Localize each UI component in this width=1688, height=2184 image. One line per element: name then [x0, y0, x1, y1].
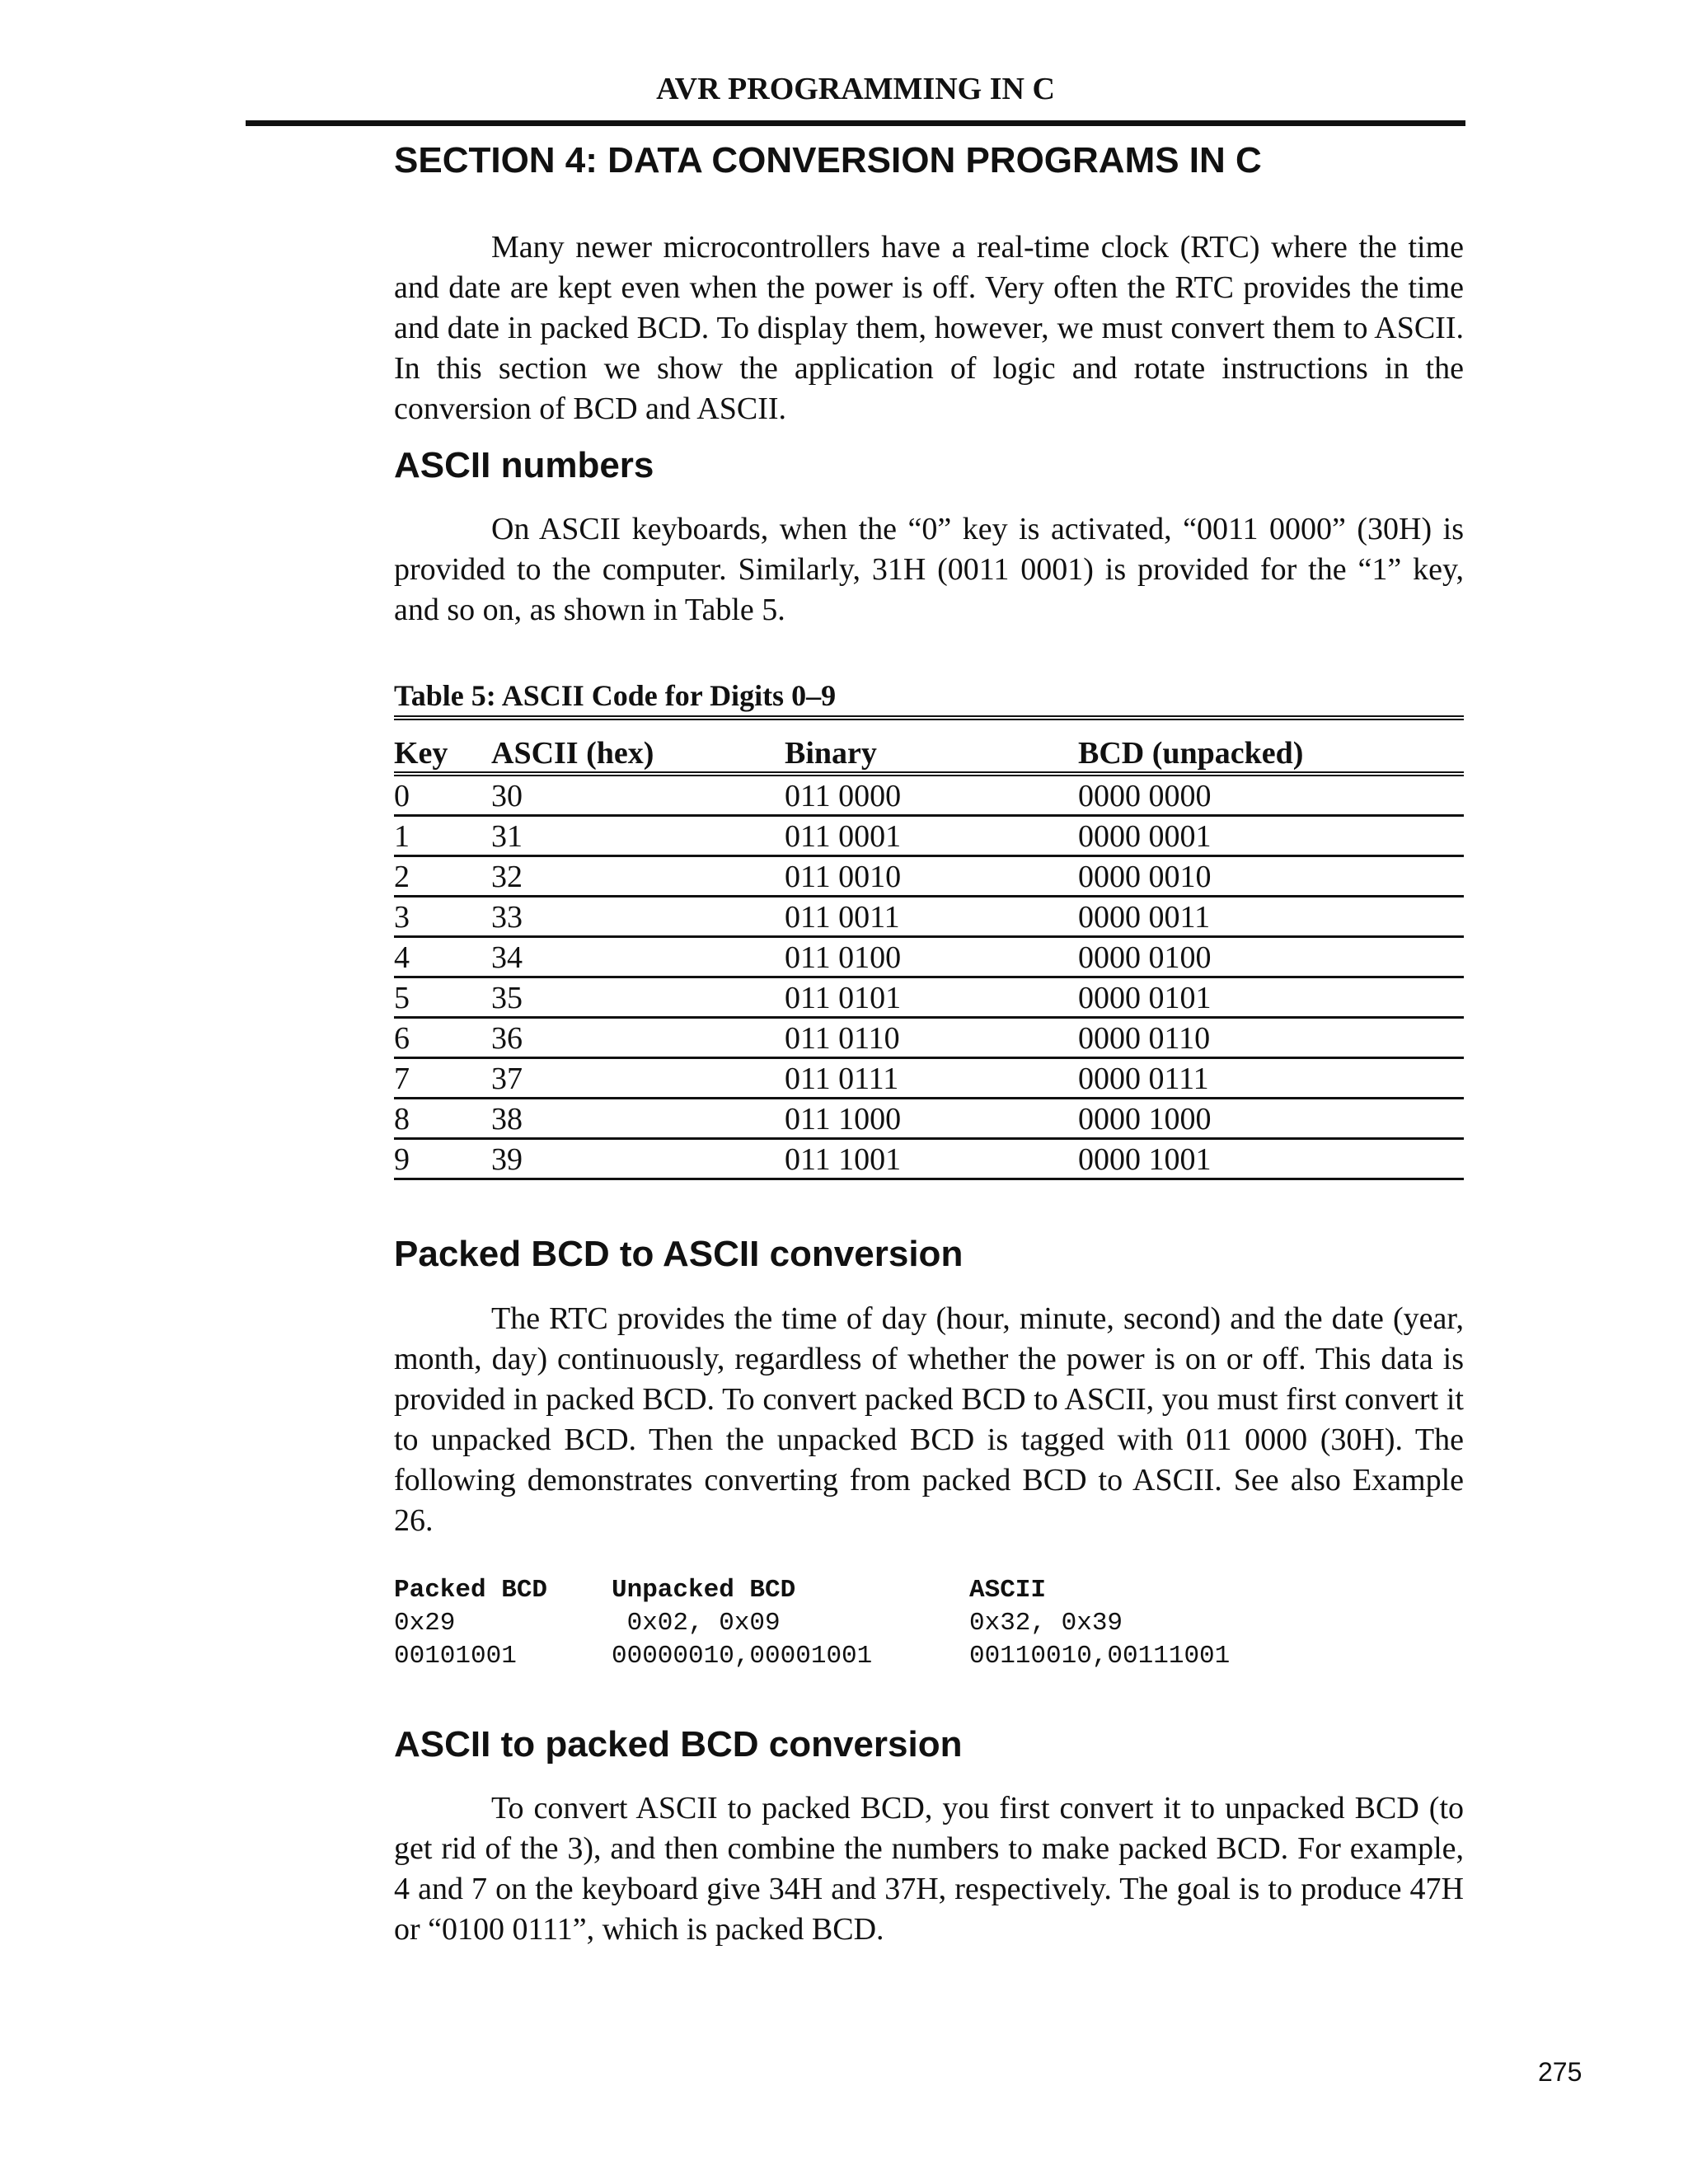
cell-key: 7: [394, 1062, 410, 1096]
cell-bcd: 0000 1000: [1078, 1102, 1212, 1137]
example-ascii-value: 0x32, 0x39: [969, 1609, 1123, 1638]
page-number: 275: [1538, 2057, 1582, 2087]
example-unpacked-value: 00000010,00001001: [612, 1642, 873, 1671]
cell-ascii: 39: [491, 1142, 523, 1177]
cell-bcd: 0000 0011: [1078, 900, 1211, 935]
conversion-example: [394, 1574, 1299, 1673]
cell-binary: 011 0110: [785, 1021, 900, 1056]
example-unpacked-value: 0x02, 0x09: [612, 1609, 781, 1638]
cell-ascii: 34: [491, 940, 523, 975]
cell-binary: 011 0010: [785, 860, 902, 894]
example-row: [394, 1640, 1299, 1673]
cell-ascii: 36: [491, 1021, 523, 1056]
ascii-to-packed-text: To convert ASCII to packed BCD, you first convert it to unpacked BCD (to get rid of the 3), and then combine the numbers to make packed BCD. For example, 4 and 7 on the keyboard give 34H and 37H, respectively. The goal is to produce 47H or “0100 0111”, which is packed BCD.: [394, 1791, 1464, 1947]
cell-bcd: 0000 0010: [1078, 860, 1212, 894]
example-row: [394, 1607, 1299, 1640]
cell-bcd: 0000 0100: [1078, 940, 1212, 975]
cell-binary: 011 0000: [785, 779, 902, 813]
packed-to-ascii-paragraph: [394, 1299, 1464, 1541]
cell-binary: 011 0011: [785, 900, 900, 935]
cell-key: 4: [394, 940, 410, 975]
running-head: AVR PROGRAMMING IN C: [656, 72, 1055, 106]
column-header-binary: Binary: [785, 736, 877, 771]
cell-bcd: 0000 0101: [1078, 981, 1212, 1015]
cell-key: 3: [394, 900, 410, 935]
example-header-packed: Packed BCD: [394, 1576, 548, 1605]
example-header-row: [394, 1574, 1299, 1607]
cell-key: 6: [394, 1021, 410, 1056]
packed-to-ascii-heading: Packed BCD to ASCII conversion: [394, 1234, 964, 1274]
column-header-key: Key: [394, 736, 448, 771]
intro-text: Many newer microcontrollers have a real-time clock (RTC) where the time and date are kept even when the power is off. Very often the RTC provides the time and date in packed BCD. To display them, however, we must convert them to ASCII. In this section we show the application of logic and rotate instructions in the conversion of BCD and ASCII.: [394, 230, 1464, 426]
ascii-numbers-heading: ASCII numbers: [394, 445, 654, 485]
table-caption: Table 5: ASCII Code for Digits 0–9: [394, 677, 1464, 720]
cell-bcd: 0000 0110: [1078, 1021, 1211, 1056]
cell-bcd: 0000 0111: [1078, 1062, 1209, 1096]
table-row: [394, 898, 1464, 938]
example-header-ascii: ASCII: [969, 1576, 1047, 1605]
example-header-unpacked: Unpacked BCD: [612, 1576, 796, 1605]
example-packed-value: 00101001: [394, 1642, 517, 1671]
cell-key: 0: [394, 779, 410, 813]
cell-ascii: 37: [491, 1062, 523, 1096]
cell-key: 1: [394, 819, 410, 854]
section-title: SECTION 4: DATA CONVERSION PROGRAMS IN C: [394, 140, 1262, 180]
cell-binary: 011 0001: [785, 819, 902, 854]
table-row: [394, 1140, 1464, 1180]
ascii-numbers-text: On ASCII keyboards, when the “0” key is activated, “0011 0000” (30H) is provided to the computer. Similarly, 31H (0011 0001) is provided for the “1” key, and so on, as shown in Table 5.: [394, 512, 1464, 627]
cell-ascii: 32: [491, 860, 523, 894]
table-row: [394, 978, 1464, 1019]
table-row: [394, 857, 1464, 898]
intro-paragraph: [394, 227, 1464, 429]
table-row: [394, 1019, 1464, 1059]
cell-ascii: 38: [491, 1102, 523, 1137]
cell-ascii: 35: [491, 981, 523, 1015]
cell-ascii: 30: [491, 779, 523, 813]
cell-binary: 011 0111: [785, 1062, 899, 1096]
cell-binary: 011 1000: [785, 1102, 902, 1137]
packed-to-ascii-text: The RTC provides the time of day (hour, minute, second) and the date (year, month, day) continuously, regardless of whether the power is on or off. This data is provided in packed BCD. To convert packed BCD to ASCII, you must first convert it to unpacked BCD. Then the unpacked BCD is tagged with 011 0000 (30H). The following demonstrates converting from packed BCD to ASCII. See also Example 26.: [394, 1301, 1464, 1538]
table-row: [394, 776, 1464, 817]
ascii-numbers-paragraph: [394, 509, 1464, 630]
cell-bcd: 0000 1001: [1078, 1142, 1212, 1177]
cell-key: 5: [394, 981, 410, 1015]
cell-bcd: 0000 0001: [1078, 819, 1212, 854]
cell-binary: 011 0100: [785, 940, 902, 975]
example-packed-value: 0x29: [394, 1609, 456, 1638]
table-row: [394, 1059, 1464, 1099]
ascii-digits-table: [394, 735, 1464, 1180]
cell-binary: 011 0101: [785, 981, 902, 1015]
cell-key: 9: [394, 1142, 410, 1177]
cell-key: 2: [394, 860, 410, 894]
table-row: [394, 1099, 1464, 1140]
table-row: [394, 817, 1464, 857]
cell-ascii: 33: [491, 900, 523, 935]
table-row: [394, 938, 1464, 978]
column-header-ascii: ASCII (hex): [491, 736, 654, 771]
cell-bcd: 0000 0000: [1078, 779, 1212, 813]
ascii-to-packed-heading: ASCII to packed BCD conversion: [394, 1724, 963, 1765]
cell-binary: 011 1001: [785, 1142, 902, 1177]
table-header-row: [394, 735, 1464, 776]
example-ascii-value: 00110010,00111001: [969, 1642, 1231, 1671]
cell-ascii: 31: [491, 819, 523, 854]
ascii-to-packed-paragraph: [394, 1788, 1464, 1950]
header-rule: [246, 120, 1465, 126]
cell-key: 8: [394, 1102, 410, 1137]
column-header-bcd: BCD (unpacked): [1078, 736, 1304, 771]
